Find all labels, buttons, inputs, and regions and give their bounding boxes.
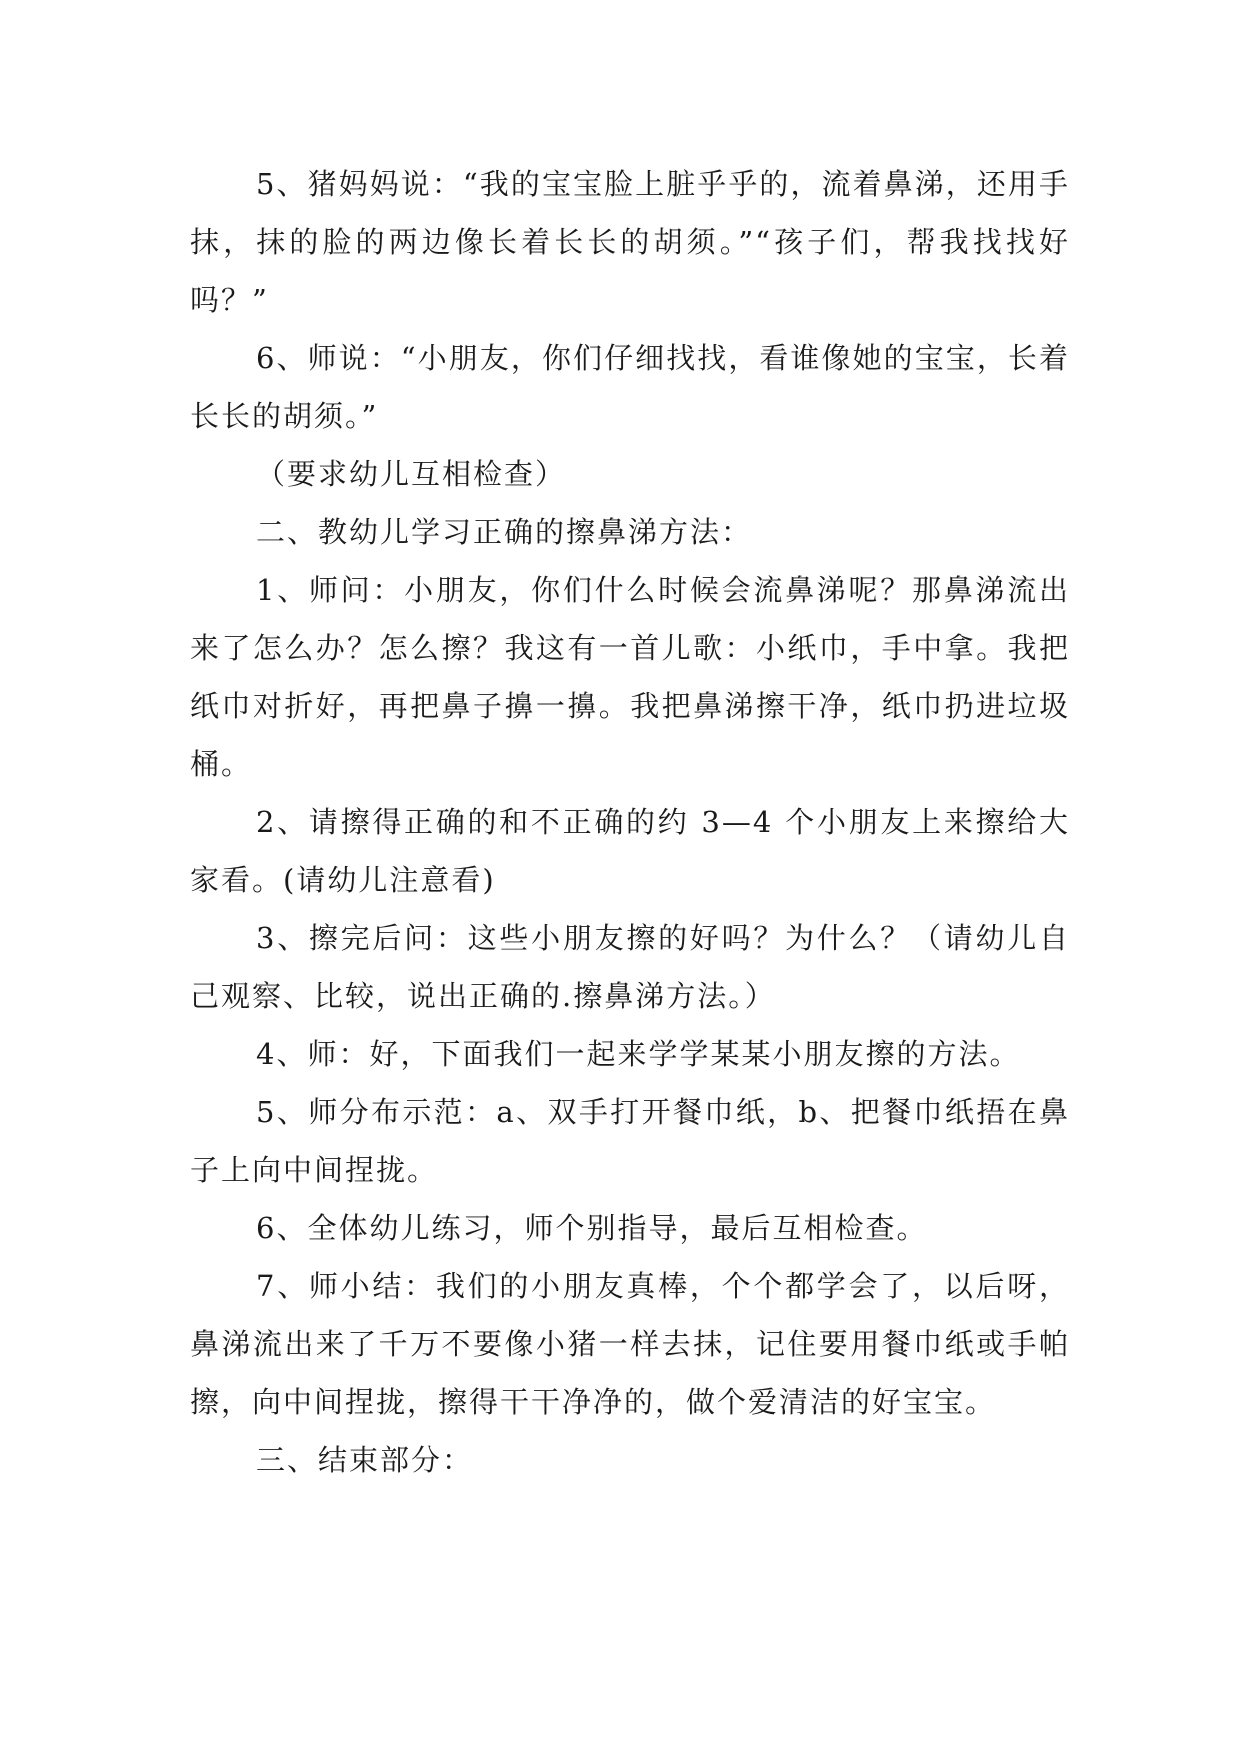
paragraph-step-3: 3、擦完后问：这些小朋友擦的好吗？为什么？（请幼儿自己观察、比较，说出正确的.擦鼻涕方法。） [190,921,1070,1013]
paragraph-pig-mother-says: 5、猪妈妈说：“我的宝宝脸上脏乎乎的，流着鼻涕，还用手抹，抹的脸的两边像长着长长的胡须。”“孩子们，帮我找找好吗？” [190,167,1070,317]
paragraph-mutual-check: （要求幼儿互相检查） [256,457,567,491]
paragraph-step-2: 2、请擦得正确的和不正确的约 3—4 个小朋友上来擦给大家看。(请幼儿注意看) [190,805,1070,897]
section-heading-three: 三、结束部分： [256,1443,474,1477]
paragraph-step-7: 7、师小结：我们的小朋友真棒，个个都学会了，以后呀，鼻涕流出来了千万不要像小猪一样去抹，记住要用餐巾纸或手帕擦，向中间捏拢，擦得干干净净的，做个爱清洁的好宝宝。 [190,1269,1070,1419]
paragraph-step-4: 4、师：好，下面我们一起来学学某某小朋友擦的方法。 [256,1037,1021,1071]
paragraph-step-5: 5、师分布示范：a、双手打开餐巾纸，b、把餐巾纸捂在鼻子上向中间捏拢。 [190,1095,1070,1187]
document-body [190,155,1070,1489]
paragraph-step-1: 1、师问：小朋友，你们什么时候会流鼻涕呢？那鼻涕流出来了怎么办？怎么擦？我这有一首儿歌：小纸巾，手中拿。我把纸巾对折好，再把鼻子擤一擤。我把鼻涕擦干净，纸巾扔进垃圾桶。 [190,573,1070,781]
paragraph-step-6: 6、全体幼儿练习，师个别指导，最后互相检查。 [256,1211,928,1245]
section-heading-two: 二、教幼儿学习正确的擦鼻涕方法： [256,515,753,549]
paragraph-teacher-says: 6、师说：“小朋友，你们仔细找找，看谁像她的宝宝，长着长长的胡须。” [190,341,1070,433]
